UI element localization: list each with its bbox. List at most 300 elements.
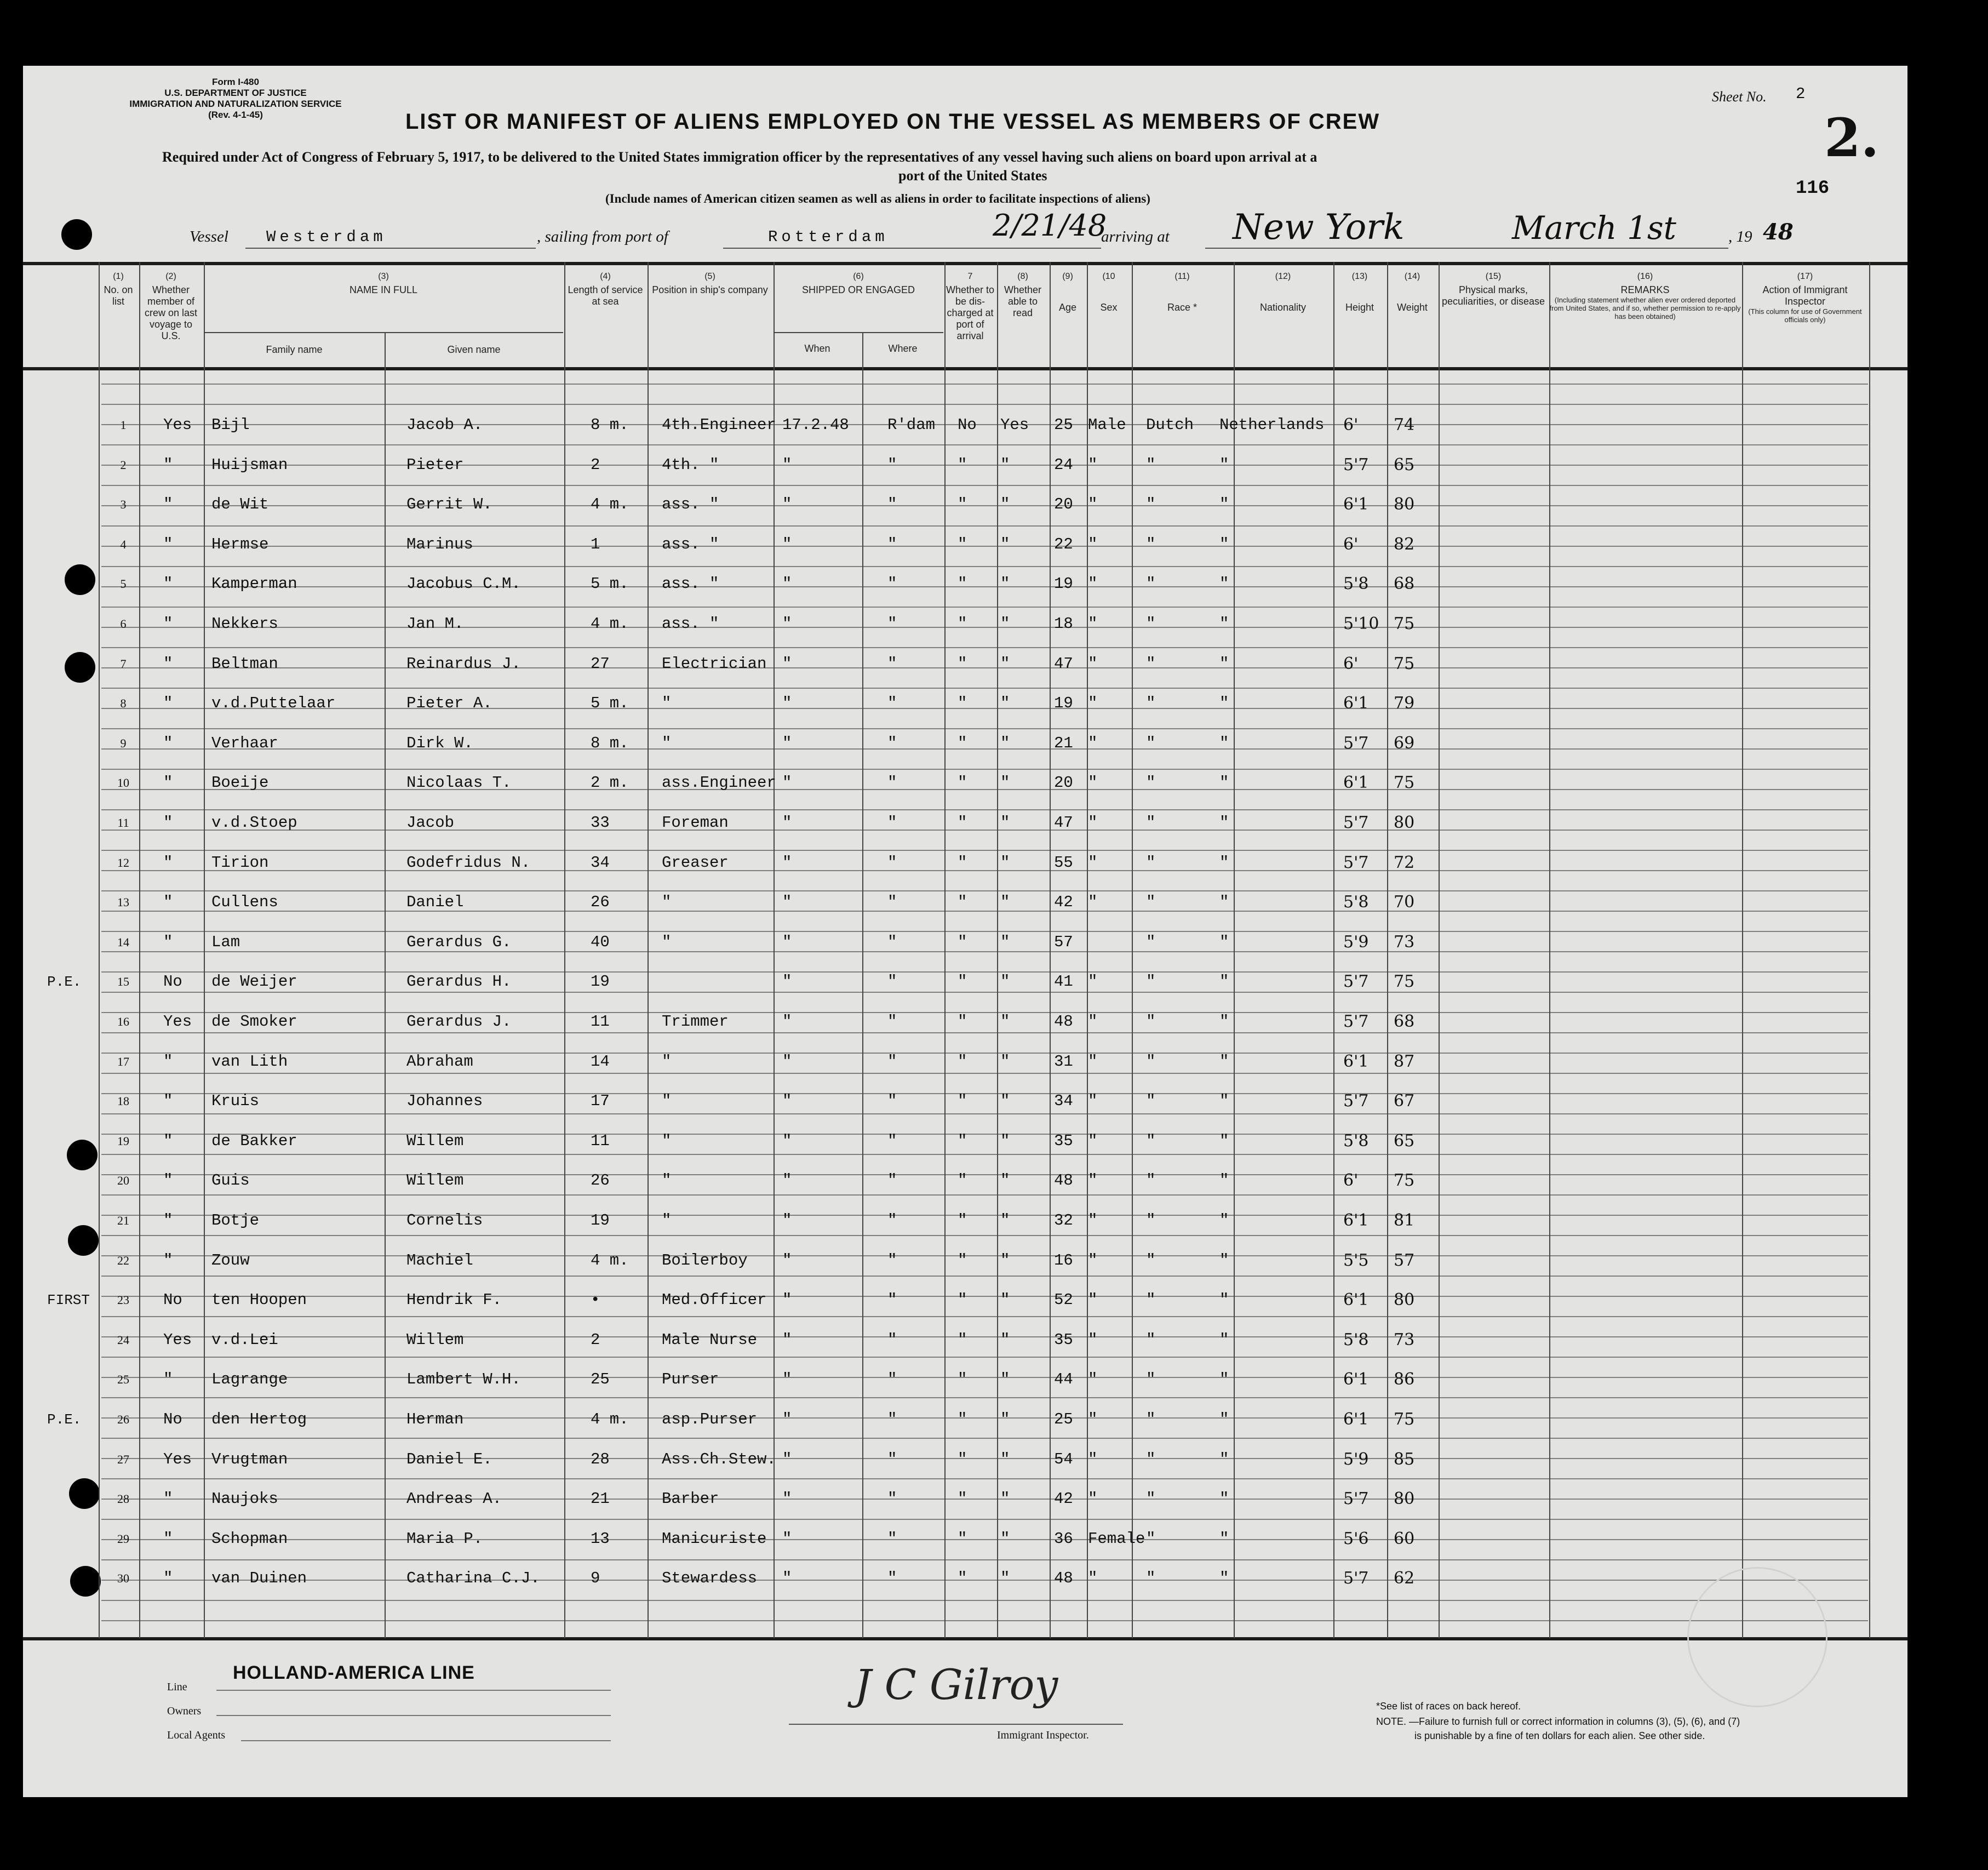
row-height: 5'6 xyxy=(1343,1529,1369,1548)
ruled-line xyxy=(101,465,1868,466)
row-sex: " xyxy=(1088,1211,1098,1229)
row-family-name: Beltman xyxy=(211,654,278,673)
column-divider xyxy=(1742,262,1743,1638)
row-age: 21 xyxy=(1054,734,1073,752)
row-age: 48 xyxy=(1054,1013,1073,1031)
penalty-note-1: NOTE. —Failure to furnish full or correct information in columns (3), (5), (6), and (7) xyxy=(1376,1716,1740,1727)
row-family-name: de Wit xyxy=(211,495,269,514)
row-shipped-when: " xyxy=(782,535,792,553)
row-number: 14 xyxy=(117,935,129,949)
col-header-race: (11) Race * xyxy=(1167,272,1198,313)
row-previous-voyage: " xyxy=(163,933,173,951)
ruled-line xyxy=(101,1134,1868,1135)
row-age: 54 xyxy=(1054,1450,1073,1468)
row-given-name: Willem xyxy=(406,1330,464,1349)
row-family-name: Vrugtman xyxy=(211,1450,288,1468)
row-shipped-when: " xyxy=(782,455,792,474)
row-able-to-read: " xyxy=(1000,1131,1010,1150)
row-height: 5'7 xyxy=(1343,1569,1369,1588)
row-shipped-when: " xyxy=(782,1052,792,1071)
row-weight: 79 xyxy=(1394,694,1415,713)
row-race: " xyxy=(1146,1171,1156,1190)
row-discharged: " xyxy=(958,495,967,514)
row-height: 5'7 xyxy=(1343,972,1369,992)
row-service-length: 9 xyxy=(591,1569,600,1588)
form-service: IMMIGRATION AND NATURALIZATION SERVICE xyxy=(129,99,342,109)
row-nationality: " xyxy=(1219,654,1229,673)
row-service-length: 4 m. xyxy=(591,1251,629,1269)
row-able-to-read: " xyxy=(1000,1251,1010,1269)
row-weight: 73 xyxy=(1394,932,1415,952)
ruled-line xyxy=(101,870,1868,871)
row-service-length: 21 xyxy=(591,1490,610,1508)
row-sex: " xyxy=(1088,1450,1098,1468)
ruled-line xyxy=(101,1154,1868,1155)
punch-hole xyxy=(65,652,95,683)
footer-owners-label: Owners xyxy=(167,1705,202,1717)
row-race: " xyxy=(1146,575,1156,593)
ruled-line xyxy=(101,769,1868,770)
row-family-name: Schopman xyxy=(211,1529,288,1548)
ruled-line xyxy=(101,1053,1868,1054)
row-previous-voyage: Yes xyxy=(163,1013,192,1031)
subtitle-port: port of the United States xyxy=(898,168,1047,184)
subtitle-act: Required under Act of Congress of February 5, 1917, to be delivered to the United States immigration officer by the representatives of any vessel having such aliens on board upon arrival at a xyxy=(162,149,1317,165)
col-header-name: (3) NAME IN FULL xyxy=(349,272,418,295)
ruled-line xyxy=(101,384,1868,385)
row-weight: 72 xyxy=(1394,853,1415,872)
agents-underline xyxy=(241,1740,611,1741)
row-race: " xyxy=(1146,1052,1156,1071)
row-shipped-when: " xyxy=(782,1013,792,1031)
row-shipped-where: " xyxy=(887,1569,897,1588)
row-shipped-where: " xyxy=(887,535,897,553)
row-weight: 75 xyxy=(1394,1410,1415,1429)
row-service-length: 19 xyxy=(591,1211,610,1229)
row-previous-voyage: " xyxy=(163,853,173,872)
row-nationality: " xyxy=(1219,1490,1229,1508)
form-dept: U.S. DEPARTMENT OF JUSTICE xyxy=(164,88,307,98)
row-discharged: " xyxy=(958,774,967,792)
row-given-name: Daniel xyxy=(406,893,464,912)
row-race: " xyxy=(1146,734,1156,752)
column-divider xyxy=(1234,262,1235,1638)
row-shipped-when: " xyxy=(782,1092,792,1111)
row-able-to-read: " xyxy=(1000,615,1010,633)
row-number: 27 xyxy=(117,1452,129,1466)
row-number: 18 xyxy=(117,1094,129,1108)
row-shipped-when: " xyxy=(782,774,792,792)
row-shipped-when: " xyxy=(782,654,792,673)
row-family-name: Huijsman xyxy=(211,455,288,474)
col-header-nationality: (12) Nationality xyxy=(1259,272,1307,313)
row-sex: " xyxy=(1088,774,1098,792)
row-age: 20 xyxy=(1054,495,1073,514)
row-sex: " xyxy=(1088,654,1098,673)
company-underline xyxy=(216,1690,611,1691)
row-previous-voyage: " xyxy=(163,1370,173,1389)
row-able-to-read: " xyxy=(1000,1410,1010,1428)
row-shipped-where: " xyxy=(887,1450,897,1468)
row-previous-voyage: " xyxy=(163,575,173,593)
column-divider xyxy=(1869,262,1870,1638)
row-service-length: 33 xyxy=(591,814,610,832)
row-nationality: " xyxy=(1219,1131,1229,1150)
penalty-note-2: is punishable by a fine of ten dollars for each alien. See other side. xyxy=(1414,1730,1705,1741)
ruled-line xyxy=(101,647,1868,648)
row-family-name: Tirion xyxy=(211,853,269,872)
row-discharged: " xyxy=(958,933,967,951)
row-weight: 70 xyxy=(1394,893,1415,912)
row-age: 32 xyxy=(1054,1211,1073,1229)
row-sex: Male xyxy=(1088,416,1126,434)
row-height: 5'7 xyxy=(1343,733,1369,753)
row-family-name: Kamperman xyxy=(211,575,297,593)
row-weight: 69 xyxy=(1394,733,1415,753)
row-service-length: • xyxy=(591,1291,600,1309)
signature-underline xyxy=(789,1724,1123,1725)
row-number: 28 xyxy=(117,1492,129,1506)
row-height: 6'1 xyxy=(1343,1290,1369,1310)
ruled-line xyxy=(101,830,1868,831)
row-previous-voyage: " xyxy=(163,1131,173,1150)
ruled-line xyxy=(101,1438,1868,1439)
row-age: 48 xyxy=(1054,1569,1073,1588)
row-shipped-where: " xyxy=(887,495,897,514)
punch-hole xyxy=(70,1566,101,1597)
row-weight: 80 xyxy=(1394,495,1415,514)
row-sex: " xyxy=(1088,1092,1098,1111)
col-header-shipped: (6) SHIPPED OR ENGAGED xyxy=(801,272,915,295)
row-nationality: " xyxy=(1219,1529,1229,1548)
row-discharged: " xyxy=(958,1251,967,1269)
row-discharged: " xyxy=(958,1529,967,1548)
row-sex: " xyxy=(1088,1330,1098,1349)
footer-agents-label: Local Agents xyxy=(167,1729,226,1741)
row-age: 35 xyxy=(1054,1330,1073,1349)
row-discharged: " xyxy=(958,1370,967,1389)
row-weight: 74 xyxy=(1394,415,1415,434)
row-given-name: Hendrik F. xyxy=(406,1291,502,1309)
row-family-name: ten Hoopen xyxy=(211,1291,307,1309)
row-given-name: Gerrit W. xyxy=(406,495,492,514)
row-previous-voyage: " xyxy=(163,734,173,752)
row-height: 5'8 xyxy=(1343,1131,1369,1151)
row-position: Manicuriste xyxy=(662,1529,767,1548)
row-weight: 57 xyxy=(1394,1250,1415,1270)
row-sex: Female xyxy=(1088,1529,1145,1548)
ruled-line xyxy=(101,1113,1868,1114)
row-service-length: 4 m. xyxy=(591,615,629,633)
row-discharged: " xyxy=(958,853,967,872)
row-age: 42 xyxy=(1054,1490,1073,1508)
row-nationality: " xyxy=(1219,1450,1229,1468)
col-header-action: (17) Action of Immigrant Inspector (This column for use of Government officials only) xyxy=(1748,272,1862,324)
table-top-rule xyxy=(23,262,1907,265)
row-height: 6'1 xyxy=(1343,1051,1369,1071)
ruled-line xyxy=(101,1073,1868,1074)
row-shipped-where: R'dam xyxy=(887,416,936,434)
row-previous-voyage: " xyxy=(163,615,173,633)
sailing-date: 2/21/48 xyxy=(993,208,1107,243)
row-age: 52 xyxy=(1054,1291,1073,1309)
row-weight: 68 xyxy=(1394,574,1415,594)
ruled-line xyxy=(101,1539,1868,1540)
punch-hole xyxy=(68,1225,99,1256)
row-height: 5'7 xyxy=(1343,1091,1369,1111)
ruled-line xyxy=(101,809,1868,810)
row-shipped-where: " xyxy=(887,615,897,633)
row-nationality: " xyxy=(1219,1410,1229,1428)
ruled-line xyxy=(101,971,1868,973)
row-position: Boilerboy xyxy=(662,1251,748,1269)
stamp-number: 116 xyxy=(1796,178,1830,199)
row-service-length: 26 xyxy=(591,893,610,912)
row-given-name: Gerardus G. xyxy=(406,933,512,951)
row-weight: 73 xyxy=(1394,1330,1415,1349)
row-given-name: Andreas A. xyxy=(406,1490,502,1508)
row-weight: 75 xyxy=(1394,972,1415,992)
row-position: " xyxy=(662,1092,672,1111)
ruled-line xyxy=(101,931,1868,932)
col-header-height: (13) Height xyxy=(1345,272,1374,313)
ruled-line xyxy=(101,1397,1868,1398)
row-shipped-when: " xyxy=(782,615,792,633)
row-able-to-read: " xyxy=(1000,853,1010,872)
row-service-length: 11 xyxy=(591,1131,610,1150)
row-able-to-read: " xyxy=(1000,933,1010,951)
column-divider xyxy=(385,332,386,1638)
row-family-name: Naujoks xyxy=(211,1490,278,1508)
row-age: 36 xyxy=(1054,1529,1073,1548)
row-shipped-when: " xyxy=(782,1410,792,1428)
col-header-family-name: Family name xyxy=(266,344,323,355)
row-sex: " xyxy=(1088,575,1098,593)
row-service-length: 13 xyxy=(591,1529,610,1548)
row-sex: " xyxy=(1088,615,1098,633)
row-shipped-where: " xyxy=(887,455,897,474)
row-shipped-where: " xyxy=(887,1131,897,1150)
ruled-line xyxy=(101,1336,1868,1337)
row-race: " xyxy=(1146,1251,1156,1269)
row-shipped-where: " xyxy=(887,1490,897,1508)
row-shipped-when: " xyxy=(782,1450,792,1468)
ruled-line xyxy=(101,1519,1868,1520)
col-header-given-name: Given name xyxy=(447,344,501,355)
ruled-line xyxy=(101,485,1868,486)
row-discharged: " xyxy=(958,893,967,912)
row-shipped-when: " xyxy=(782,973,792,991)
row-age: 22 xyxy=(1054,535,1073,553)
row-discharged: " xyxy=(958,1171,967,1190)
row-race: " xyxy=(1146,654,1156,673)
row-nationality: " xyxy=(1219,615,1229,633)
row-weight: 81 xyxy=(1394,1211,1415,1230)
row-able-to-read: " xyxy=(1000,1013,1010,1031)
row-race: " xyxy=(1146,455,1156,474)
row-height: 5'8 xyxy=(1343,574,1369,594)
row-shipped-when: " xyxy=(782,814,792,832)
row-height: 5'5 xyxy=(1343,1250,1369,1270)
row-nationality: " xyxy=(1219,1211,1229,1229)
row-position: ass.Engineer xyxy=(662,774,776,792)
row-weight: 80 xyxy=(1394,1290,1415,1310)
ruled-line xyxy=(101,1012,1868,1013)
row-age: 18 xyxy=(1054,615,1073,633)
row-given-name: Herman xyxy=(406,1410,464,1428)
row-age: 47 xyxy=(1054,654,1073,673)
row-race: " xyxy=(1146,694,1156,713)
ruled-line xyxy=(101,1316,1868,1317)
row-family-name: v.d.Puttelaar xyxy=(211,694,336,713)
port-underline xyxy=(723,248,1101,249)
row-family-name: Zouw xyxy=(211,1251,250,1269)
row-previous-voyage: " xyxy=(163,1092,173,1111)
inspection-stamp xyxy=(1687,1567,1827,1707)
row-height: 5'8 xyxy=(1343,893,1369,912)
row-number: 3 xyxy=(120,497,127,512)
row-service-length: 5 m. xyxy=(591,575,629,593)
row-race: Dutch xyxy=(1146,416,1194,434)
row-nationality: " xyxy=(1219,1013,1229,1031)
column-divider xyxy=(774,262,775,1638)
row-previous-voyage: " xyxy=(163,1211,173,1229)
row-shipped-where: " xyxy=(887,1291,897,1309)
row-weight: 86 xyxy=(1394,1370,1415,1389)
row-able-to-read: " xyxy=(1000,1490,1010,1508)
row-race: " xyxy=(1146,893,1156,912)
row-service-length: 2 xyxy=(591,455,600,474)
row-position: 4th. " xyxy=(662,455,719,474)
row-race: " xyxy=(1146,615,1156,633)
row-given-name: Jan M. xyxy=(406,615,464,633)
inspector-label: Immigrant Inspector. xyxy=(997,1729,1089,1741)
row-position: ass. " xyxy=(662,535,719,553)
vessel-underline xyxy=(245,248,536,249)
row-sex: " xyxy=(1088,455,1098,474)
row-service-length: 14 xyxy=(591,1052,610,1071)
row-height: 5'7 xyxy=(1343,1489,1369,1509)
column-divider xyxy=(1050,262,1051,1638)
sheet-number-large: 2. xyxy=(1824,107,1880,169)
row-age: 19 xyxy=(1054,694,1073,713)
row-discharged: " xyxy=(958,654,967,673)
row-weight: 80 xyxy=(1394,1489,1415,1509)
row-nationality: " xyxy=(1219,734,1229,752)
row-discharged: No xyxy=(958,416,977,434)
row-previous-voyage: " xyxy=(163,455,173,474)
row-race: " xyxy=(1146,973,1156,991)
row-family-name: Hermse xyxy=(211,535,269,553)
row-sex: " xyxy=(1088,1251,1098,1269)
row-age: 34 xyxy=(1054,1092,1073,1111)
row-weight: 60 xyxy=(1394,1529,1415,1548)
row-shipped-when: " xyxy=(782,1211,792,1229)
row-service-length: 11 xyxy=(591,1013,610,1031)
ruled-line xyxy=(101,1215,1868,1216)
ruled-line xyxy=(101,1093,1868,1094)
row-sex: " xyxy=(1088,1171,1098,1190)
row-previous-voyage: " xyxy=(163,1490,173,1508)
ruled-line xyxy=(101,1580,1868,1581)
ruled-line xyxy=(101,688,1868,689)
row-discharged: " xyxy=(958,694,967,713)
row-discharged: " xyxy=(958,1410,967,1428)
row-shipped-where: " xyxy=(887,654,897,673)
row-previous-voyage: " xyxy=(163,535,173,553)
ruled-line xyxy=(101,850,1868,851)
row-previous-voyage: Yes xyxy=(163,1330,192,1349)
row-family-name: den Hertog xyxy=(211,1410,307,1428)
row-position: Electrician xyxy=(662,654,767,673)
row-position: " xyxy=(662,1171,672,1190)
row-previous-voyage: " xyxy=(163,694,173,713)
row-given-name: Abraham xyxy=(406,1052,473,1071)
row-family-name: Lagrange xyxy=(211,1370,288,1389)
row-able-to-read: " xyxy=(1000,495,1010,514)
row-number: 29 xyxy=(117,1531,129,1546)
sailing-port: Rotterdam xyxy=(768,228,889,246)
row-service-length: 1 xyxy=(591,535,600,553)
row-age: 24 xyxy=(1054,455,1073,474)
row-previous-voyage: " xyxy=(163,1529,173,1548)
row-able-to-read: " xyxy=(1000,694,1010,713)
column-divider xyxy=(139,262,140,1638)
row-service-length: 4 m. xyxy=(591,495,629,514)
row-height: 6' xyxy=(1343,1171,1359,1191)
row-position: Barber xyxy=(662,1490,719,1508)
row-shipped-when: " xyxy=(782,1330,792,1349)
row-age: 42 xyxy=(1054,893,1073,912)
row-sex: " xyxy=(1088,694,1098,713)
row-weight: 75 xyxy=(1394,654,1415,673)
row-family-name: Guis xyxy=(211,1171,250,1190)
ruled-line xyxy=(101,1276,1868,1277)
row-family-name: van Lith xyxy=(211,1052,288,1071)
row-position: Stewardess xyxy=(662,1569,758,1588)
col-header-read: (8) Whether able to read xyxy=(1004,272,1042,318)
year-value: 48 xyxy=(1763,219,1794,245)
row-shipped-when: " xyxy=(782,893,792,912)
row-sex: " xyxy=(1088,1013,1098,1031)
column-divider xyxy=(1387,262,1388,1638)
row-height: 5'7 xyxy=(1343,455,1369,474)
row-able-to-read: " xyxy=(1000,1529,1010,1548)
row-number: 9 xyxy=(120,736,127,750)
row-number: 11 xyxy=(117,816,129,830)
row-previous-voyage: " xyxy=(163,1251,173,1269)
ruled-line xyxy=(101,911,1868,912)
row-given-name: Lambert W.H. xyxy=(406,1370,521,1389)
row-number: 13 xyxy=(117,895,129,910)
row-given-name: Daniel E. xyxy=(406,1450,492,1468)
ruled-line xyxy=(101,667,1868,668)
row-number: 22 xyxy=(117,1253,129,1267)
column-divider xyxy=(997,262,998,1638)
row-family-name: Nekkers xyxy=(211,615,278,633)
column-divider xyxy=(862,332,863,1638)
row-nationality: " xyxy=(1219,814,1229,832)
row-able-to-read: " xyxy=(1000,1092,1010,1111)
row-nationality: " xyxy=(1219,1251,1229,1269)
ruled-line xyxy=(101,1194,1868,1196)
ruled-line xyxy=(101,627,1868,628)
arrival-port: New York xyxy=(1233,207,1405,248)
row-nationality: " xyxy=(1219,1569,1229,1588)
row-nationality: " xyxy=(1219,853,1229,872)
row-number: 25 xyxy=(117,1373,129,1387)
row-discharged: " xyxy=(958,575,967,593)
